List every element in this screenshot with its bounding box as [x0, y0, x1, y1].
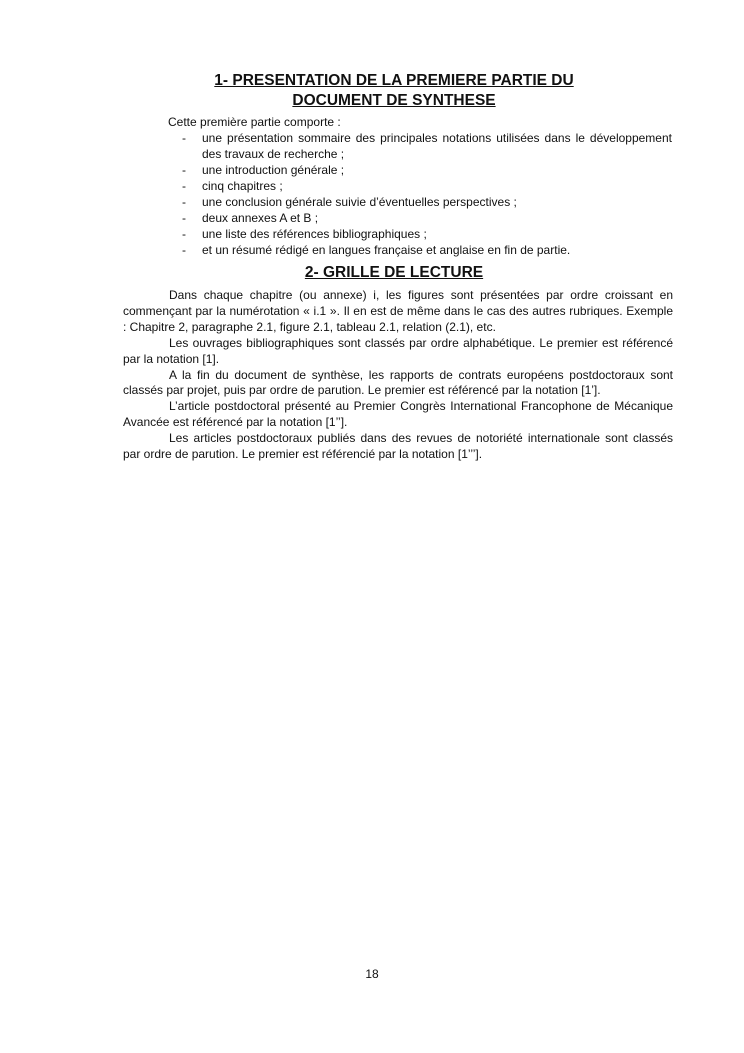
paragraph-numbering: Dans chaque chapitre (ou annexe) i, les figures sont présentées par ordre croissant en commençant par la numérotation « i.1 ». Il en est de même dans le cas des autres rubriques. Exemple : Chapitre 2, paragraphe 2.1, figure 2.1, tableau 2.1, relation (2.1), etc. [123, 288, 673, 334]
section1-intro: Cette première partie comporte : [168, 115, 341, 129]
contents-list [176, 130, 672, 258]
bullet-dash: - [182, 211, 186, 225]
list-item [176, 242, 672, 258]
bullet-dash: - [182, 179, 186, 193]
list-item-text: une conclusion générale suivie d’éventuelles perspectives ; [202, 195, 517, 209]
list-item [176, 210, 672, 226]
list-item-text: une introduction générale ; [202, 163, 345, 177]
section2-title: 2- GRILLE DE LECTURE [304, 264, 484, 281]
bullet-dash: - [182, 227, 186, 241]
paragraph-bibliography: Les ouvrages bibliographiques sont classés par ordre alphabétique. Le premier est référencé par la notation [1]. [123, 335, 673, 366]
list-item-text: et un résumé rédigé en langues française et anglaise en fin de partie. [202, 243, 571, 257]
paragraph-contract-reports: A la fin du document de synthèse, les rapports de contrats européens postdoctoraux sont classés par projet, puis par ordre de parution. Le premier est référencé par la notation [1’]. [123, 367, 673, 398]
bullet-dash: - [182, 195, 186, 209]
bullet-dash: - [182, 131, 186, 145]
bullet-dash: - [182, 163, 186, 177]
list-item-text: une présentation sommaire des principales notations utilisées dans le développement des travaux de recherche ; [202, 131, 672, 161]
list-item [176, 178, 672, 194]
list-item [176, 162, 672, 178]
list-item-text: une liste des références bibliographiques ; [202, 227, 427, 241]
paragraph-journal-articles: Les articles postdoctoraux publiés dans des revues de notoriété internationale sont classés par ordre de parution. Le premier est référencié par la notation [1’’’]. [123, 431, 673, 462]
bullet-dash: - [182, 243, 186, 257]
list-item-text: deux annexes A et B ; [202, 211, 319, 225]
paragraph-congress-article: L’article postdoctoral présenté au Premier Congrès International Francophone de Mécanique Avancée est référencé par la notation [1’’]. [123, 399, 673, 430]
list-item [176, 194, 672, 210]
list-item [176, 130, 672, 162]
list-item [176, 226, 672, 242]
section2-body [123, 288, 673, 463]
section1-title-line1: 1- PRESENTATION DE LA PREMIERE PARTIE DU [214, 72, 574, 89]
list-item-text: cinq chapitres ; [202, 179, 283, 193]
page-number: 18 [365, 967, 379, 981]
section1-title-line2: DOCUMENT DE SYNTHESE [292, 92, 496, 109]
